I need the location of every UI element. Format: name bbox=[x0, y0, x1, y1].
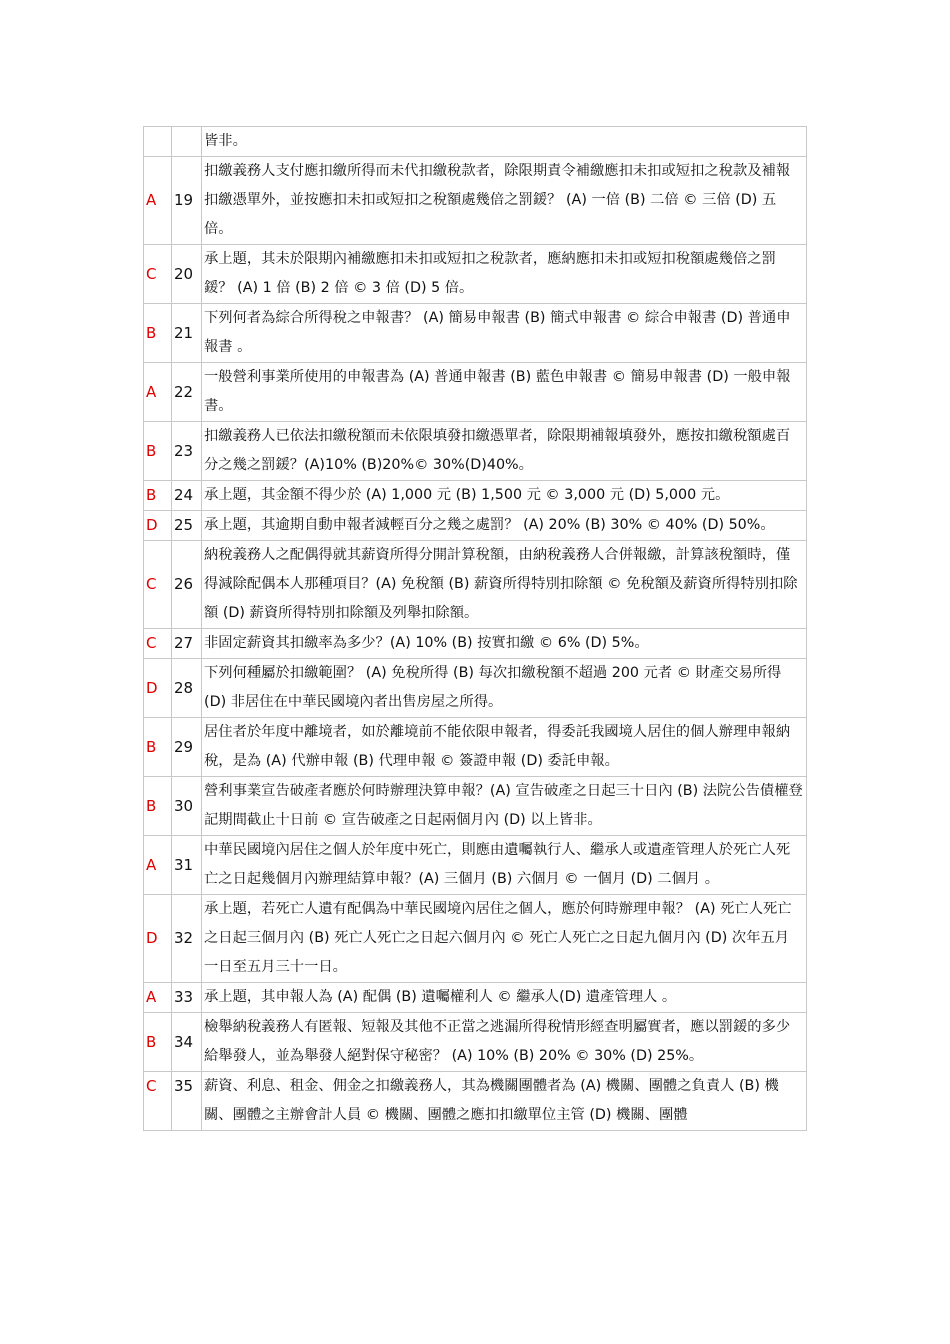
question-row bbox=[144, 481, 807, 511]
question-row bbox=[144, 777, 807, 836]
question-number-cell: 29 bbox=[172, 718, 202, 777]
question-text-cell bbox=[202, 127, 807, 157]
answer-cell: D bbox=[144, 895, 172, 983]
question-row bbox=[144, 895, 807, 983]
question-row bbox=[144, 422, 807, 481]
question-text: 檢舉納稅義務人有匿報、短報及其他不正當之逃漏所得稅情形經查明屬實者，應以罰鍰的多少給舉發人，並為舉發人絕對保守秘密？ (A) 10% (B) 20% © 30% (D) 25%。 bbox=[204, 1019, 791, 1064]
question-text: 承上題，其未於限期內補繳應扣未扣或短扣之稅款者，應納應扣未扣或短扣稅額處幾倍之罰鍰？ (A) 1 倍 (B) 2 倍 © 3 倍 (D) 5 倍。 bbox=[204, 251, 776, 296]
question-row bbox=[144, 1072, 807, 1131]
question-text-cell bbox=[202, 895, 807, 983]
question-text: 營利事業宣告破產者應於何時辦理決算申報？(A) 宣告破產之日起三十日內 (B) 法院公告債權登記期間截止十日前 © 宣告破產之日起兩個月內 (D) 以上皆非。 bbox=[204, 783, 803, 828]
question-text: 扣繳義務人支付應扣繳所得而未代扣繳稅款者，除限期責令補繳應扣未扣或短扣之稅款及補報扣繳憑單外，並按應扣未扣或短扣之稅額處幾倍之罰鍰？ (A) 一倍 (B) 二倍 © 三倍 (D) 五倍。 bbox=[204, 163, 791, 237]
question-text: 一般營利事業所使用的申報書為 (A) 普通申報書 (B) 藍色申報書 © 簡易申報書 (D) 一般申報書。 bbox=[204, 369, 791, 414]
question-text-cell bbox=[202, 363, 807, 422]
question-text-cell bbox=[202, 511, 807, 541]
answer-cell: D bbox=[144, 659, 172, 718]
question-text-cell bbox=[202, 541, 807, 629]
question-row bbox=[144, 629, 807, 659]
answer-cell: B bbox=[144, 481, 172, 511]
question-number-cell: 30 bbox=[172, 777, 202, 836]
question-row bbox=[144, 363, 807, 422]
question-number-cell: 31 bbox=[172, 836, 202, 895]
question-text-cell bbox=[202, 983, 807, 1013]
answer-cell: A bbox=[144, 363, 172, 422]
question-number-cell: 33 bbox=[172, 983, 202, 1013]
question-text: 薪資、利息、租金、佣金之扣繳義務人，其為機關團體者為 (A) 機關、團體之負責人 (B) 機關、團體之主辦會計人員 © 機關、團體之應扣扣繳單位主管 (D) 機關、團體 bbox=[204, 1078, 779, 1123]
question-row bbox=[144, 511, 807, 541]
question-number-cell: 21 bbox=[172, 304, 202, 363]
answer-cell: B bbox=[144, 777, 172, 836]
answer-cell: C bbox=[144, 541, 172, 629]
answer-cell: C bbox=[144, 1072, 172, 1131]
question-text-cell bbox=[202, 718, 807, 777]
question-number-cell: 26 bbox=[172, 541, 202, 629]
question-row bbox=[144, 836, 807, 895]
question-number-cell: 19 bbox=[172, 157, 202, 245]
question-number-cell: 32 bbox=[172, 895, 202, 983]
question-number-cell: 27 bbox=[172, 629, 202, 659]
answer-cell: D bbox=[144, 511, 172, 541]
question-text-cell bbox=[202, 777, 807, 836]
question-row bbox=[144, 1013, 807, 1072]
question-number-cell: 24 bbox=[172, 481, 202, 511]
answer-cell bbox=[144, 127, 172, 157]
question-text: 承上題，若死亡人遺有配偶為中華民國境內居住之個人，應於何時辦理申報？ (A) 死亡人死亡之日起三個月內 (B) 死亡人死亡之日起六個月內 © 死亡人死亡之日起九個月內 (D) 次年五月一日至五月三十一日。 bbox=[204, 901, 792, 975]
answer-cell: B bbox=[144, 304, 172, 363]
question-row bbox=[144, 127, 807, 157]
question-table bbox=[143, 126, 807, 1131]
question-row bbox=[144, 304, 807, 363]
question-row bbox=[144, 157, 807, 245]
question-row bbox=[144, 659, 807, 718]
answer-cell: B bbox=[144, 422, 172, 481]
question-text-cell bbox=[202, 422, 807, 481]
question-text: 承上題，其申報人為 (A) 配偶 (B) 遺囑權利人 © 繼承人(D) 遺產管理人 。 bbox=[204, 989, 677, 1005]
question-text-cell bbox=[202, 304, 807, 363]
question-number-cell: 22 bbox=[172, 363, 202, 422]
question-number-cell: 35 bbox=[172, 1072, 202, 1131]
answer-cell: A bbox=[144, 836, 172, 895]
question-text: 承上題，其逾期自動申報者減輕百分之幾之處罰？ (A) 20% (B) 30% © 40% (D) 50%。 bbox=[204, 517, 775, 533]
question-number-cell: 34 bbox=[172, 1013, 202, 1072]
question-text-cell bbox=[202, 245, 807, 304]
question-text-cell bbox=[202, 659, 807, 718]
question-row bbox=[144, 541, 807, 629]
question-number-cell: 28 bbox=[172, 659, 202, 718]
question-text: 非固定薪資其扣繳率為多少？(A) 10% (B) 按實扣繳 © 6% (D) 5%。 bbox=[204, 635, 649, 651]
question-table-body bbox=[144, 127, 807, 1131]
answer-cell: C bbox=[144, 245, 172, 304]
question-row bbox=[144, 718, 807, 777]
question-text: 納稅義務人之配偶得就其薪資所得分開計算稅額，由納稅義務人合併報繳，計算該稅額時，僅得減除配偶本人那種項目？(A) 免稅額 (B) 薪資所得特別扣除額 © 免稅額及薪資所得特別扣除額 (D) 薪資所得特別扣除額及列舉扣除額。 bbox=[204, 547, 798, 621]
question-text-cell bbox=[202, 1072, 807, 1131]
question-text-cell bbox=[202, 836, 807, 895]
question-text: 居住者於年度中離境者，如於離境前不能依限申報者，得委託我國境人居住的個人辦理申報納稅，是為 (A) 代辦申報 (B) 代理申報 © 簽證申報 (D) 委託申報。 bbox=[204, 724, 791, 769]
question-number-cell bbox=[172, 127, 202, 157]
question-text: 中華民國境內居住之個人於年度中死亡，則應由遺囑執行人、繼承人或遺產管理人於死亡人死亡之日起幾個月內辦理結算申報？(A) 三個月 (B) 六個月 © 一個月 (D) 二個月 。 bbox=[204, 842, 791, 887]
question-text: 下列何種屬於扣繳範圍？ (A) 免稅所得 (B) 每次扣繳稅額不超過 200 元者 © 財產交易所得 (D) 非居住在中華民國境內者出售房屋之所得。 bbox=[204, 665, 782, 710]
question-text-cell bbox=[202, 157, 807, 245]
question-text-cell bbox=[202, 629, 807, 659]
question-text: 承上題，其金額不得少於 (A) 1,000 元 (B) 1,500 元 © 3,000 元 (D) 5,000 元。 bbox=[204, 487, 730, 503]
answer-cell: C bbox=[144, 629, 172, 659]
question-number-cell: 20 bbox=[172, 245, 202, 304]
question-text-cell bbox=[202, 1013, 807, 1072]
question-text: 皆非。 bbox=[204, 133, 247, 149]
question-text: 扣繳義務人已依法扣繳稅額而未依限填發扣繳憑單者，除限期補報填發外，應按扣繳稅額處百分之幾之罰鍰？(A)10% (B)20%© 30%(D)40%。 bbox=[204, 428, 791, 473]
question-text-cell bbox=[202, 481, 807, 511]
question-row bbox=[144, 983, 807, 1013]
question-text: 下列何者為綜合所得稅之申報書？ (A) 簡易申報書 (B) 簡式申報書 © 綜合申報書 (D) 普通申報書 。 bbox=[204, 310, 791, 355]
answer-cell: B bbox=[144, 1013, 172, 1072]
answer-cell: A bbox=[144, 983, 172, 1013]
answer-cell: A bbox=[144, 157, 172, 245]
question-number-cell: 23 bbox=[172, 422, 202, 481]
question-number-cell: 25 bbox=[172, 511, 202, 541]
answer-cell: B bbox=[144, 718, 172, 777]
question-row bbox=[144, 245, 807, 304]
